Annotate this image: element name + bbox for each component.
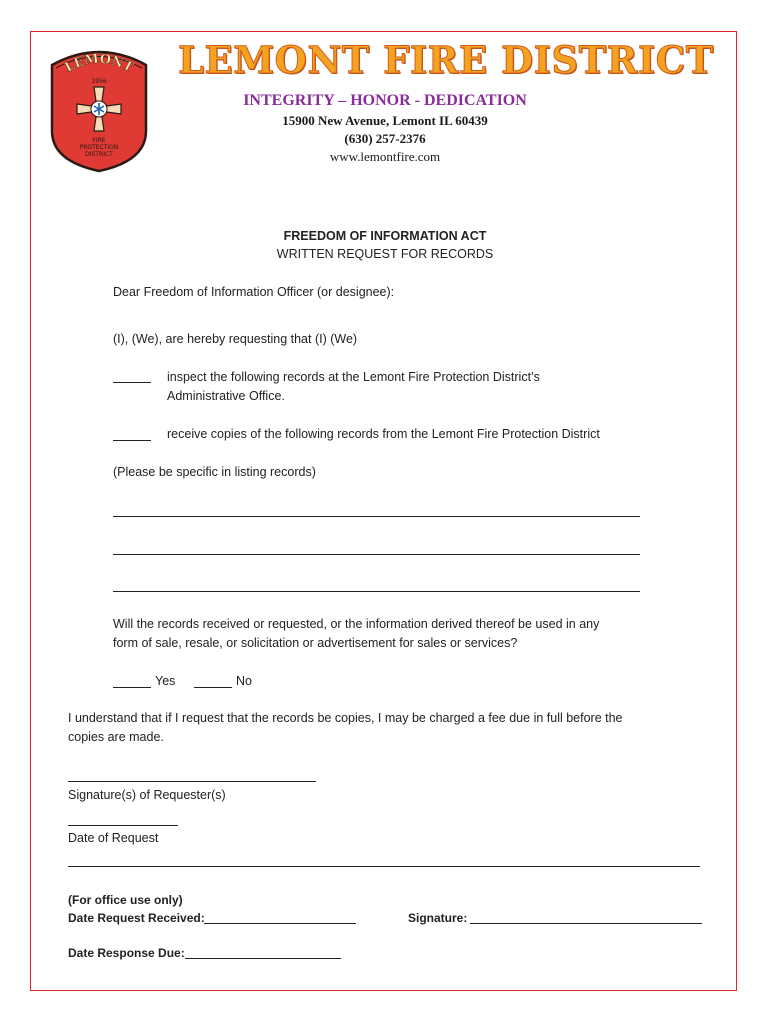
commercial-question-line-1: Will the records received or requested, or the information derived thereof be used in any (113, 617, 600, 631)
yes-label: Yes (155, 674, 176, 688)
district-address: 15900 New Avenue, Lemont IL 60439 (282, 113, 488, 128)
form-heading: FREEDOM OF INFORMATION ACT (283, 229, 487, 243)
district-website[interactable]: www.lemontfire.com (329, 149, 441, 164)
district-phone: (630) 257-2376 (344, 131, 426, 146)
records-line-3[interactable] (113, 591, 640, 592)
signature-line[interactable] (68, 781, 316, 782)
district-title: LEMONT FIRE DISTRICT (178, 38, 714, 82)
logo-year: 1956 (91, 78, 107, 85)
date-received-label: Date Request Received: (68, 911, 205, 925)
commercial-question-line-2: form of sale, resale, or solicitation or advertisement for sales or services? (113, 636, 518, 650)
date-due-label: Date Response Due: (68, 946, 185, 960)
yes-checkbox-line[interactable] (113, 687, 151, 688)
date-received-line[interactable] (204, 923, 356, 924)
option-inspect-line-2: Administrative Office. (167, 389, 285, 403)
district-motto: INTEGRITY – HONOR - DEDICATION (243, 92, 527, 109)
no-checkbox-line[interactable] (194, 687, 232, 688)
fee-notice-line-2: copies are made. (68, 730, 164, 744)
no-label: No (236, 674, 252, 688)
records-line-1[interactable] (113, 516, 640, 517)
signature-label: Signature(s) of Requester(s) (68, 788, 226, 802)
option-copies: receive copies of the following records from the Lemont Fire Protection District (167, 427, 600, 441)
specific-note: (Please be specific in listing records) (113, 465, 316, 479)
copies-checkbox-line[interactable] (113, 440, 151, 441)
logo-bottom-line-2: PROTECTION (79, 144, 119, 151)
request-intro: (I), (We), are hereby requesting that (I) (We) (113, 332, 358, 346)
office-signature-label: Signature: (408, 911, 468, 925)
date-label: Date of Request (68, 831, 159, 845)
salutation: Dear Freedom of Information Officer (or designee): (113, 285, 395, 299)
logo-top-text: LEMONT (62, 51, 136, 76)
office-use-title: (For office use only) (68, 893, 183, 907)
office-signature-line[interactable] (470, 923, 702, 924)
separator-line (68, 866, 700, 867)
records-line-2[interactable] (113, 554, 640, 555)
date-due-line[interactable] (185, 958, 341, 959)
inspect-checkbox-line[interactable] (113, 382, 151, 383)
logo-bottom-line-1: FIRE (92, 137, 106, 144)
form-subheading: WRITTEN REQUEST FOR RECORDS (276, 247, 494, 261)
logo-bottom-line-3: DISTRICT (85, 151, 113, 158)
option-inspect-line-1: inspect the following records at the Lemont Fire Protection District’s (167, 370, 540, 384)
page-border (30, 31, 737, 991)
fee-notice-line-1: I understand that if I request that the records be copies, I may be charged a fee due in full before the (68, 711, 623, 725)
date-line[interactable] (68, 825, 178, 826)
